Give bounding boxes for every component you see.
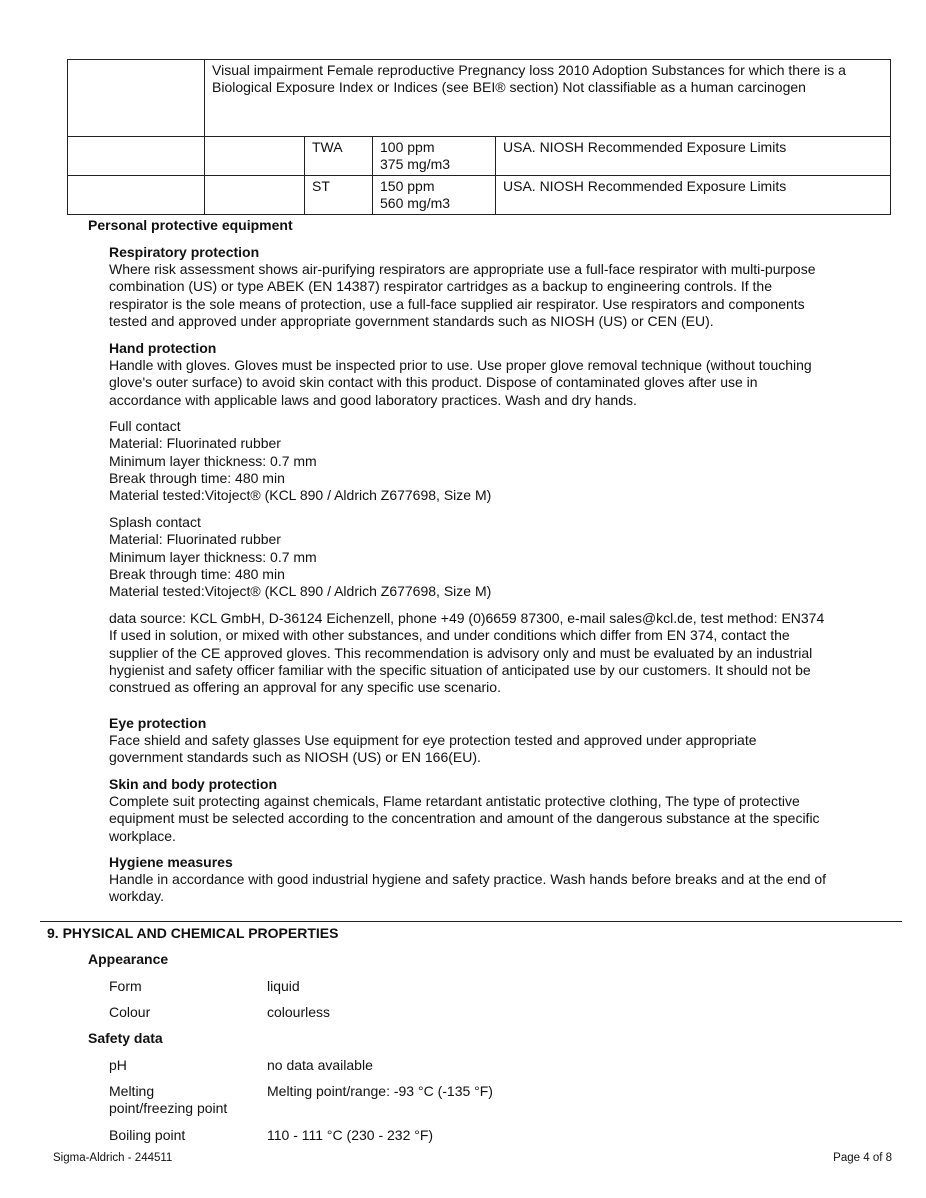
- text-line: Splash contact: [109, 514, 201, 530]
- exposure-limits-table: [67, 59, 891, 215]
- text-line: workplace.: [109, 827, 176, 844]
- hygiene-heading: Hygiene measures: [109, 854, 233, 870]
- colour-value: colourless: [267, 1004, 331, 1020]
- data-source-block: [109, 610, 889, 696]
- table-cell-basis: USA. NIOSH Recommended Exposure Limits: [496, 176, 891, 215]
- hand-text: [109, 357, 889, 409]
- section-9-title: 9. PHYSICAL AND CHEMICAL PROPERTIES: [47, 925, 339, 941]
- text-line: Minimum layer thickness: 0.7 mm: [109, 452, 317, 469]
- table-cell-value: [373, 137, 496, 176]
- ph-label: pH: [109, 1057, 127, 1073]
- text-line: government standards such as NIOSH (US) or EN 166(EU).: [109, 749, 481, 766]
- footer-product-id: Sigma-Aldrich - 244511: [53, 1152, 173, 1164]
- table-cell: [205, 137, 305, 176]
- melting-label-line-1: Melting: [109, 1083, 155, 1099]
- value-mgm3: 560 mg/m3: [380, 195, 451, 211]
- table-cell: [205, 176, 305, 215]
- table-cell: [68, 137, 205, 176]
- hand-heading: Hand protection: [109, 340, 217, 356]
- eye-heading: Eye protection: [109, 715, 207, 731]
- footer-page-number: Page 4 of 8: [833, 1152, 892, 1164]
- ph-value: no data available: [267, 1057, 373, 1073]
- section-divider: [40, 921, 902, 922]
- table-row: [68, 176, 891, 215]
- text-line: hygienist and safety officer familiar with the specific situation of anticipated use by our customers. It should not be: [109, 661, 811, 678]
- text-line: Break through time: 480 min: [109, 469, 285, 486]
- text-line: construed as offering an approval for any specific use scenario.: [109, 679, 501, 696]
- text-line: combination (US) or type ABEK (EN 14387) respirator cartridges as a backup to engineering controls. If the: [109, 278, 773, 295]
- text-line: Face shield and safety glasses Use equipment for eye protection tested and approved under appropriate: [109, 732, 757, 748]
- colour-label: Colour: [109, 1004, 151, 1020]
- text-line: tested and approved under appropriate government standards such as NIOSH (US) or CEN (EU).: [109, 312, 714, 329]
- table-cell-basis: USA. NIOSH Recommended Exposure Limits: [496, 137, 891, 176]
- text-line: data source: KCL GmbH, D-36124 Eichenzell, phone +49 (0)6659 87300, e-mail sales@kcl.de, test method: EN374: [109, 610, 825, 626]
- value-mgm3: 375 mg/m3: [380, 156, 451, 172]
- table-cell: [68, 60, 205, 137]
- full-contact-block: [109, 418, 889, 504]
- hygiene-text: [109, 871, 889, 906]
- table-row: [68, 60, 891, 137]
- text-line: workday.: [109, 888, 164, 905]
- ppe-heading: Personal protective equipment: [88, 217, 293, 233]
- text-line: Material tested:Vitoject® (KCL 890 / Aldrich Z677698, Size M): [109, 487, 492, 504]
- text-line: glove's outer surface) to avoid skin contact with this product. Dispose of contaminated gloves after use in: [109, 374, 758, 391]
- value-ppm: 150 ppm: [380, 178, 435, 194]
- table-cell-type: TWA: [305, 137, 373, 176]
- text-line: Material: Fluorinated rubber: [109, 435, 281, 452]
- text-line: If used in solution, or mixed with other substances, and under conditions which differ from EN 374, contact the: [109, 627, 790, 644]
- text-line: Minimum layer thickness: 0.7 mm: [109, 548, 317, 565]
- text-line: equipment must be selected according to the concentration and amount of the dangerous substance at the specific: [109, 810, 820, 827]
- table-cell-remarks: Visual impairment Female reproductive Pregnancy loss 2010 Adoption Substances for which there is a Biological Exposure Index or Indices (see BEI® section) Not classifiable as a human carcinogen: [205, 60, 891, 137]
- melting-label-line-2: point/freezing point: [109, 1100, 228, 1117]
- text-line: Where risk assessment shows air-purifying respirators are appropriate use a full-face respirator with multi-purpose: [109, 261, 816, 277]
- text-line: Material: Fluorinated rubber: [109, 531, 281, 548]
- text-line: Handle with gloves. Gloves must be inspected prior to use. Use proper glove removal technique (without touching: [109, 357, 812, 373]
- splash-contact-block: [109, 514, 889, 600]
- table-cell-value: [373, 176, 496, 215]
- form-label: Form: [109, 978, 142, 994]
- boiling-label: Boiling point: [109, 1127, 186, 1143]
- text-line: Material tested:Vitoject® (KCL 890 / Aldrich Z677698, Size M): [109, 583, 492, 600]
- appearance-heading: Appearance: [88, 951, 169, 967]
- eye-text: [109, 732, 889, 767]
- value-ppm: 100 ppm: [380, 139, 435, 155]
- melting-value: Melting point/range: -93 °C (-135 °F): [267, 1083, 493, 1099]
- table-cell: [68, 176, 205, 215]
- text-line: respirator is the sole means of protection, use a full-face supplied air respirator. Use respirators and components: [109, 295, 805, 312]
- table-cell-type: ST: [305, 176, 373, 215]
- respiratory-text: [109, 261, 889, 330]
- text-line: supplier of the CE approved gloves. This recommendation is advisory only and must be evaluated by an industrial: [109, 644, 813, 661]
- text-line: Handle in accordance with good industrial hygiene and safety practice. Wash hands before breaks and at the end of: [109, 871, 827, 887]
- skin-heading: Skin and body protection: [109, 776, 278, 792]
- respiratory-heading: Respiratory protection: [109, 244, 260, 260]
- melting-label: [109, 1083, 227, 1118]
- text-line: Break through time: 480 min: [109, 565, 285, 582]
- skin-text: [109, 793, 889, 845]
- table-row: [68, 137, 891, 176]
- text-line: Full contact: [109, 418, 181, 434]
- text-line: Complete suit protecting against chemicals, Flame retardant antistatic protective clothing, The type of protective: [109, 793, 800, 809]
- form-value: liquid: [267, 978, 300, 994]
- boiling-value: 110 - 111 °C (230 - 232 °F): [267, 1127, 434, 1143]
- text-line: accordance with applicable laws and good laboratory practices. Wash and dry hands.: [109, 391, 637, 408]
- safety-data-heading: Safety data: [88, 1030, 163, 1046]
